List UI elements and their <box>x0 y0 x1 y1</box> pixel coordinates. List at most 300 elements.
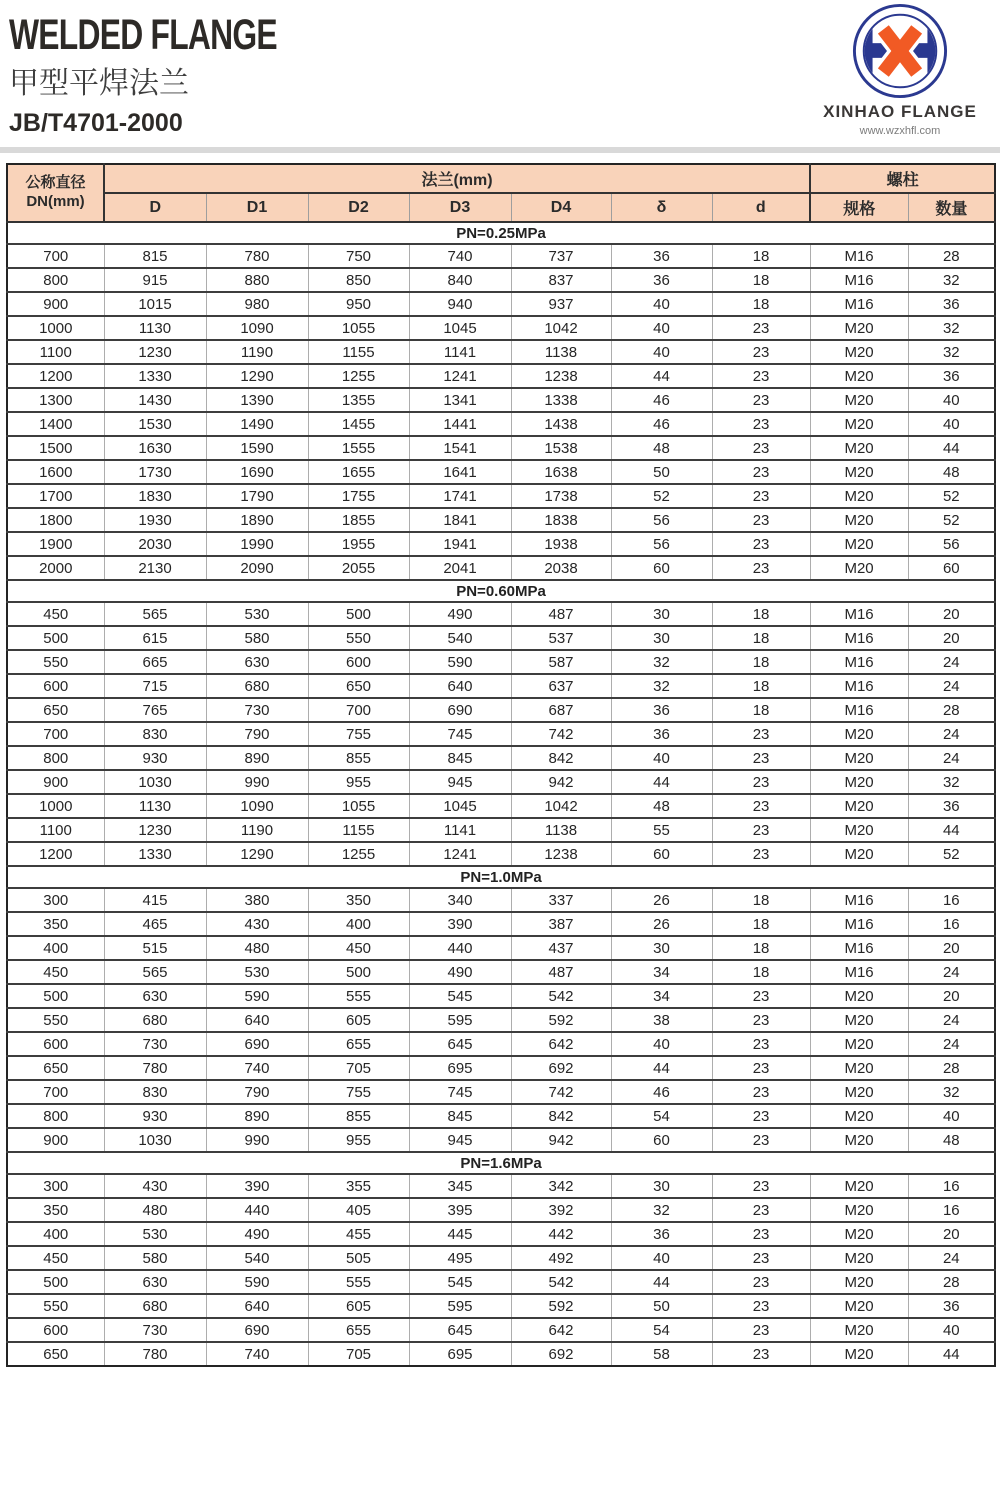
table-cell: 1141 <box>409 818 511 842</box>
table-cell: 1155 <box>308 818 409 842</box>
table-cell: 1155 <box>308 340 409 364</box>
table-wrapper <box>0 153 1000 1367</box>
table-cell: 345 <box>409 1174 511 1198</box>
table-cell: 630 <box>104 1270 206 1294</box>
table-cell: 800 <box>43 749 69 767</box>
table-cell: 690 <box>409 698 511 722</box>
table-cell: 790 <box>206 722 308 746</box>
table-cell: M20 <box>810 1342 908 1366</box>
table-cell: 44 <box>908 818 995 842</box>
table-cell: 1430 <box>104 388 206 412</box>
table-cell: 592 <box>511 1008 611 1032</box>
table-cell: 492 <box>511 1246 611 1270</box>
page-title: WELDED FLANGE <box>9 11 277 59</box>
table-cell: 26 <box>611 912 712 936</box>
table-cell: 23 <box>712 364 810 388</box>
table-cell: 350 <box>43 1201 69 1219</box>
table-cell: 680 <box>206 674 308 698</box>
table-cell: 32 <box>611 1198 712 1222</box>
table-cell: 765 <box>104 698 206 722</box>
subtitle-chinese: 甲型平焊法兰 <box>9 67 189 100</box>
table-cell: 1100 <box>39 343 72 361</box>
table-cell: 640 <box>409 674 511 698</box>
table-cell: 945 <box>409 1128 511 1152</box>
table-cell: 23 <box>712 1032 810 1056</box>
table-row <box>7 888 995 912</box>
table-cell: 1230 <box>104 340 206 364</box>
table-cell: 580 <box>104 1246 206 1270</box>
table-cell: 495 <box>409 1246 511 1270</box>
table-cell: 1938 <box>511 532 611 556</box>
company-logo <box>815 2 985 137</box>
table-cell: 32 <box>611 650 712 674</box>
table-cell: M20 <box>810 1198 908 1222</box>
table-cell: 565 <box>104 960 206 984</box>
table-cell: 30 <box>611 602 712 626</box>
table-cell: 642 <box>511 1032 611 1056</box>
table-cell: 1230 <box>104 818 206 842</box>
table-cell: 592 <box>511 1294 611 1318</box>
table-cell: 40 <box>908 388 995 412</box>
table-cell: 687 <box>511 698 611 722</box>
table-cell: 515 <box>104 936 206 960</box>
table-cell: M16 <box>810 244 908 268</box>
table-cell: 655 <box>308 1032 409 1056</box>
table-cell: 1130 <box>104 316 206 340</box>
col-group-bolt: 螺柱 <box>810 164 995 193</box>
table-cell: 2000 <box>39 559 73 577</box>
table-row <box>7 532 995 556</box>
table-cell: 1015 <box>104 292 206 316</box>
table-row <box>7 1032 995 1056</box>
table-cell: 1045 <box>409 316 511 340</box>
table-cell: 18 <box>712 650 810 674</box>
table-cell: 18 <box>712 602 810 626</box>
table-cell: 550 <box>43 1297 69 1315</box>
table-cell: 56 <box>908 532 995 556</box>
table-cell: 915 <box>104 268 206 292</box>
table-cell: 645 <box>409 1318 511 1342</box>
table-cell: 18 <box>712 888 810 912</box>
table-cell: 28 <box>908 1270 995 1294</box>
table-cell: 1690 <box>206 460 308 484</box>
table-cell: 1045 <box>409 794 511 818</box>
table-cell: 1941 <box>409 532 511 556</box>
table-cell: 23 <box>712 818 810 842</box>
table-cell: 600 <box>43 1321 69 1339</box>
table-cell: 23 <box>712 722 810 746</box>
table-cell: 2030 <box>104 532 206 556</box>
table-cell: 615 <box>104 626 206 650</box>
table-row <box>7 268 995 292</box>
table-cell: M20 <box>810 460 908 484</box>
section-label: PN=0.60MPa <box>7 580 995 602</box>
table-cell: M20 <box>810 436 908 460</box>
table-cell: 50 <box>611 1294 712 1318</box>
table-cell: 445 <box>409 1222 511 1246</box>
table-row <box>7 436 995 460</box>
table-cell: 1590 <box>206 436 308 460</box>
table-cell: M20 <box>810 984 908 1008</box>
table-cell: 32 <box>908 1080 995 1104</box>
table-row <box>7 960 995 984</box>
table-row <box>7 674 995 698</box>
table-cell: 540 <box>409 626 511 650</box>
col-header-dn-line2: DN(mm) <box>26 193 85 210</box>
table-cell: 730 <box>104 1032 206 1056</box>
table-cell: 44 <box>611 1270 712 1294</box>
table-cell: 1530 <box>104 412 206 436</box>
table-cell: 590 <box>409 650 511 674</box>
table-cell: 842 <box>511 746 611 770</box>
table-cell: 537 <box>511 626 611 650</box>
table-cell: 405 <box>308 1198 409 1222</box>
table-cell: 655 <box>308 1318 409 1342</box>
table-cell: M20 <box>810 1318 908 1342</box>
table-cell: 1190 <box>206 340 308 364</box>
table-row <box>7 1246 995 1270</box>
table-row <box>7 244 995 268</box>
table-row <box>7 1294 995 1318</box>
table-cell: 20 <box>908 626 995 650</box>
table-cell: M20 <box>810 316 908 340</box>
table-cell: 18 <box>712 674 810 698</box>
column-header: δ <box>611 193 712 222</box>
table-cell: 695 <box>409 1342 511 1366</box>
table-cell: M20 <box>810 388 908 412</box>
table-cell: 40 <box>611 316 712 340</box>
table-cell: M20 <box>810 340 908 364</box>
table-cell: 2055 <box>308 556 409 580</box>
col-group-flange: 法兰(mm) <box>104 164 810 193</box>
table-cell: 1730 <box>104 460 206 484</box>
table-cell: 23 <box>712 460 810 484</box>
table-row <box>7 698 995 722</box>
flange-spec-table <box>6 163 996 1367</box>
table-cell: 40 <box>611 1246 712 1270</box>
table-cell: 60 <box>611 842 712 866</box>
table-cell: 16 <box>908 888 995 912</box>
table-cell: 23 <box>712 1222 810 1246</box>
table-cell: 1500 <box>39 439 73 457</box>
table-cell: 487 <box>511 602 611 626</box>
table-cell: 705 <box>308 1342 409 1366</box>
table-cell: 990 <box>206 770 308 794</box>
table-cell: 737 <box>511 244 611 268</box>
table-cell: 23 <box>712 1056 810 1080</box>
table-cell: 500 <box>43 987 69 1005</box>
table-cell: 550 <box>43 653 69 671</box>
table-cell: 440 <box>409 936 511 960</box>
table-cell: 40 <box>611 292 712 316</box>
table-cell: 28 <box>908 244 995 268</box>
table-cell: M16 <box>810 626 908 650</box>
table-cell: 1330 <box>104 842 206 866</box>
table-cell: M16 <box>810 960 908 984</box>
table-cell: 46 <box>611 388 712 412</box>
table-cell: 1100 <box>39 821 72 839</box>
column-header: D4 <box>511 193 611 222</box>
table-cell: 34 <box>611 960 712 984</box>
table-cell: 23 <box>712 436 810 460</box>
table-cell: M20 <box>810 364 908 388</box>
table-cell: 800 <box>43 1107 69 1125</box>
table-row <box>7 340 995 364</box>
table-cell: 18 <box>712 626 810 650</box>
table-cell: 60 <box>908 556 995 580</box>
table-cell: 24 <box>908 1246 995 1270</box>
table-cell: 490 <box>409 960 511 984</box>
table-row <box>7 1008 995 1032</box>
table-cell: 1190 <box>206 818 308 842</box>
col-header-dn-line1: 公称直径 <box>25 174 86 192</box>
table-cell: 415 <box>104 888 206 912</box>
table-cell: 900 <box>43 295 69 313</box>
table-cell: 845 <box>409 1104 511 1128</box>
table-cell: 36 <box>611 268 712 292</box>
table-cell: 1042 <box>511 316 611 340</box>
column-header: D1 <box>206 193 308 222</box>
table-cell: 1055 <box>308 794 409 818</box>
table-cell: 16 <box>908 1198 995 1222</box>
table-cell: 30 <box>611 936 712 960</box>
table-cell: 500 <box>308 602 409 626</box>
table-cell: 755 <box>308 722 409 746</box>
table-cell: 650 <box>43 1345 69 1363</box>
table-cell: M20 <box>810 1080 908 1104</box>
table-cell: 23 <box>712 984 810 1008</box>
table-cell: 300 <box>43 1177 69 1195</box>
table-cell: 640 <box>206 1008 308 1032</box>
table-cell: M20 <box>810 412 908 436</box>
table-cell: 690 <box>206 1318 308 1342</box>
table-cell: 590 <box>206 1270 308 1294</box>
table-cell: 36 <box>611 722 712 746</box>
table-cell: 830 <box>104 722 206 746</box>
table-cell: 395 <box>409 1198 511 1222</box>
table-row <box>7 1270 995 1294</box>
table-cell: 355 <box>308 1174 409 1198</box>
table-cell: 23 <box>712 746 810 770</box>
table-cell: 16 <box>908 912 995 936</box>
table-cell: 1000 <box>39 319 73 337</box>
table-cell: 48 <box>908 460 995 484</box>
table-cell: 48 <box>611 436 712 460</box>
table-cell: 20 <box>908 1222 995 1246</box>
table-cell: 555 <box>308 1270 409 1294</box>
table-cell: M16 <box>810 650 908 674</box>
table-cell: 1555 <box>308 436 409 460</box>
table-cell: 437 <box>511 936 611 960</box>
table-cell: M20 <box>810 1222 908 1246</box>
company-website: www.wzxhfl.com <box>859 125 941 137</box>
table-cell: M20 <box>810 556 908 580</box>
table-cell: 36 <box>611 698 712 722</box>
table-cell: 38 <box>611 1008 712 1032</box>
table-cell: 380 <box>206 888 308 912</box>
table-row <box>7 556 995 580</box>
table-cell: 390 <box>409 912 511 936</box>
table-cell: 23 <box>712 1318 810 1342</box>
table-cell: 23 <box>712 1008 810 1032</box>
table-cell: 56 <box>611 508 712 532</box>
table-cell: 1138 <box>511 340 611 364</box>
table-cell: 26 <box>611 888 712 912</box>
table-cell: 695 <box>409 1056 511 1080</box>
table-cell: 430 <box>206 912 308 936</box>
table-row <box>7 388 995 412</box>
table-cell: 730 <box>206 698 308 722</box>
table-cell: 650 <box>43 1059 69 1077</box>
table-cell: 442 <box>511 1222 611 1246</box>
table-cell: 830 <box>104 1080 206 1104</box>
table-cell: 540 <box>206 1246 308 1270</box>
table-row <box>7 602 995 626</box>
table-cell: 1790 <box>206 484 308 508</box>
table-cell: 780 <box>206 244 308 268</box>
table-cell: 20 <box>908 602 995 626</box>
table-cell: M20 <box>810 746 908 770</box>
table-cell: 28 <box>908 698 995 722</box>
table-cell: 44 <box>611 1056 712 1080</box>
section-header-row <box>7 1152 995 1174</box>
table-cell: M16 <box>810 268 908 292</box>
table-cell: 1238 <box>511 364 611 388</box>
section-header-row <box>7 580 995 602</box>
table-cell: M20 <box>810 1174 908 1198</box>
table-cell: 36 <box>611 244 712 268</box>
table-cell: 645 <box>409 1032 511 1056</box>
table-cell: 600 <box>308 650 409 674</box>
table-cell: M20 <box>810 532 908 556</box>
table-cell: 18 <box>712 244 810 268</box>
table-cell: 605 <box>308 1008 409 1032</box>
table-row <box>7 412 995 436</box>
table-cell: 455 <box>308 1222 409 1246</box>
table-cell: 780 <box>104 1342 206 1366</box>
table-cell: 40 <box>611 1032 712 1056</box>
table-cell: 555 <box>308 984 409 1008</box>
column-header: 数量 <box>908 193 995 222</box>
table-cell: 715 <box>104 674 206 698</box>
table-cell: 700 <box>308 698 409 722</box>
table-row <box>7 1174 995 1198</box>
title-block <box>9 11 371 137</box>
table-cell: 24 <box>908 674 995 698</box>
table-cell: 742 <box>511 722 611 746</box>
table-cell: 40 <box>611 746 712 770</box>
table-cell: 740 <box>409 244 511 268</box>
section-header-row <box>7 222 995 244</box>
table-cell: 780 <box>104 1056 206 1080</box>
table-cell: 1638 <box>511 460 611 484</box>
table-cell: 890 <box>206 746 308 770</box>
table-cell: 945 <box>409 770 511 794</box>
table-cell: 930 <box>104 746 206 770</box>
table-cell: 1030 <box>104 770 206 794</box>
table-cell: 550 <box>308 626 409 650</box>
table-cell: 1800 <box>39 511 73 529</box>
table-cell: 600 <box>43 677 69 695</box>
table-cell: 1455 <box>308 412 409 436</box>
table-cell: M20 <box>810 1246 908 1270</box>
table-row <box>7 1222 995 1246</box>
company-name: XINHAO FLANGE <box>823 102 977 121</box>
table-cell: 750 <box>308 244 409 268</box>
table-row <box>7 650 995 674</box>
table-cell: 23 <box>712 412 810 436</box>
table-cell: 58 <box>611 1342 712 1366</box>
table-cell: M20 <box>810 722 908 746</box>
table-cell: 595 <box>409 1294 511 1318</box>
table-cell: 350 <box>43 915 69 933</box>
column-header: D3 <box>409 193 511 222</box>
table-cell: 937 <box>511 292 611 316</box>
table-cell: 1600 <box>39 463 73 481</box>
table-cell: 800 <box>43 271 69 289</box>
table-cell: 640 <box>206 1294 308 1318</box>
table-cell: 23 <box>712 1342 810 1366</box>
table-cell: 1655 <box>308 460 409 484</box>
table-cell: 23 <box>712 1246 810 1270</box>
table-cell: M20 <box>810 1056 908 1080</box>
table-cell: 500 <box>308 960 409 984</box>
table-cell: 680 <box>104 1294 206 1318</box>
table-cell: 40 <box>908 1104 995 1128</box>
table-cell: 2041 <box>409 556 511 580</box>
table-row <box>7 626 995 650</box>
table-cell: 440 <box>206 1198 308 1222</box>
table-cell: 590 <box>206 984 308 1008</box>
table-cell: 642 <box>511 1318 611 1342</box>
table-cell: 392 <box>511 1198 611 1222</box>
table-row <box>7 912 995 936</box>
table-cell: M20 <box>810 818 908 842</box>
table-cell: 1341 <box>409 388 511 412</box>
table-cell: 24 <box>908 746 995 770</box>
table-cell: 1042 <box>511 794 611 818</box>
hxh-logo-icon <box>850 2 950 100</box>
table-cell: 50 <box>611 460 712 484</box>
table-cell: 1090 <box>206 794 308 818</box>
table-cell: 23 <box>712 340 810 364</box>
column-header: 规格 <box>810 193 908 222</box>
table-cell: 1741 <box>409 484 511 508</box>
table-row <box>7 1056 995 1080</box>
table-cell: 23 <box>712 508 810 532</box>
table-cell: 1830 <box>104 484 206 508</box>
table-cell: 32 <box>611 674 712 698</box>
table-cell: 1400 <box>39 415 73 433</box>
column-header: d <box>712 193 810 222</box>
table-cell: 18 <box>712 268 810 292</box>
table-row <box>7 1198 995 1222</box>
table-cell: 56 <box>611 532 712 556</box>
table-cell: M16 <box>810 602 908 626</box>
table-cell: 450 <box>308 936 409 960</box>
table-cell: 842 <box>511 1104 611 1128</box>
page-header <box>0 0 1000 147</box>
table-cell: 955 <box>308 770 409 794</box>
table-cell: 1630 <box>104 436 206 460</box>
table-cell: 337 <box>511 888 611 912</box>
table-cell: 52 <box>908 842 995 866</box>
table-cell: 23 <box>712 388 810 412</box>
table-cell: 950 <box>308 292 409 316</box>
table-cell: 60 <box>611 1128 712 1152</box>
table-row <box>7 1104 995 1128</box>
table-cell: 940 <box>409 292 511 316</box>
